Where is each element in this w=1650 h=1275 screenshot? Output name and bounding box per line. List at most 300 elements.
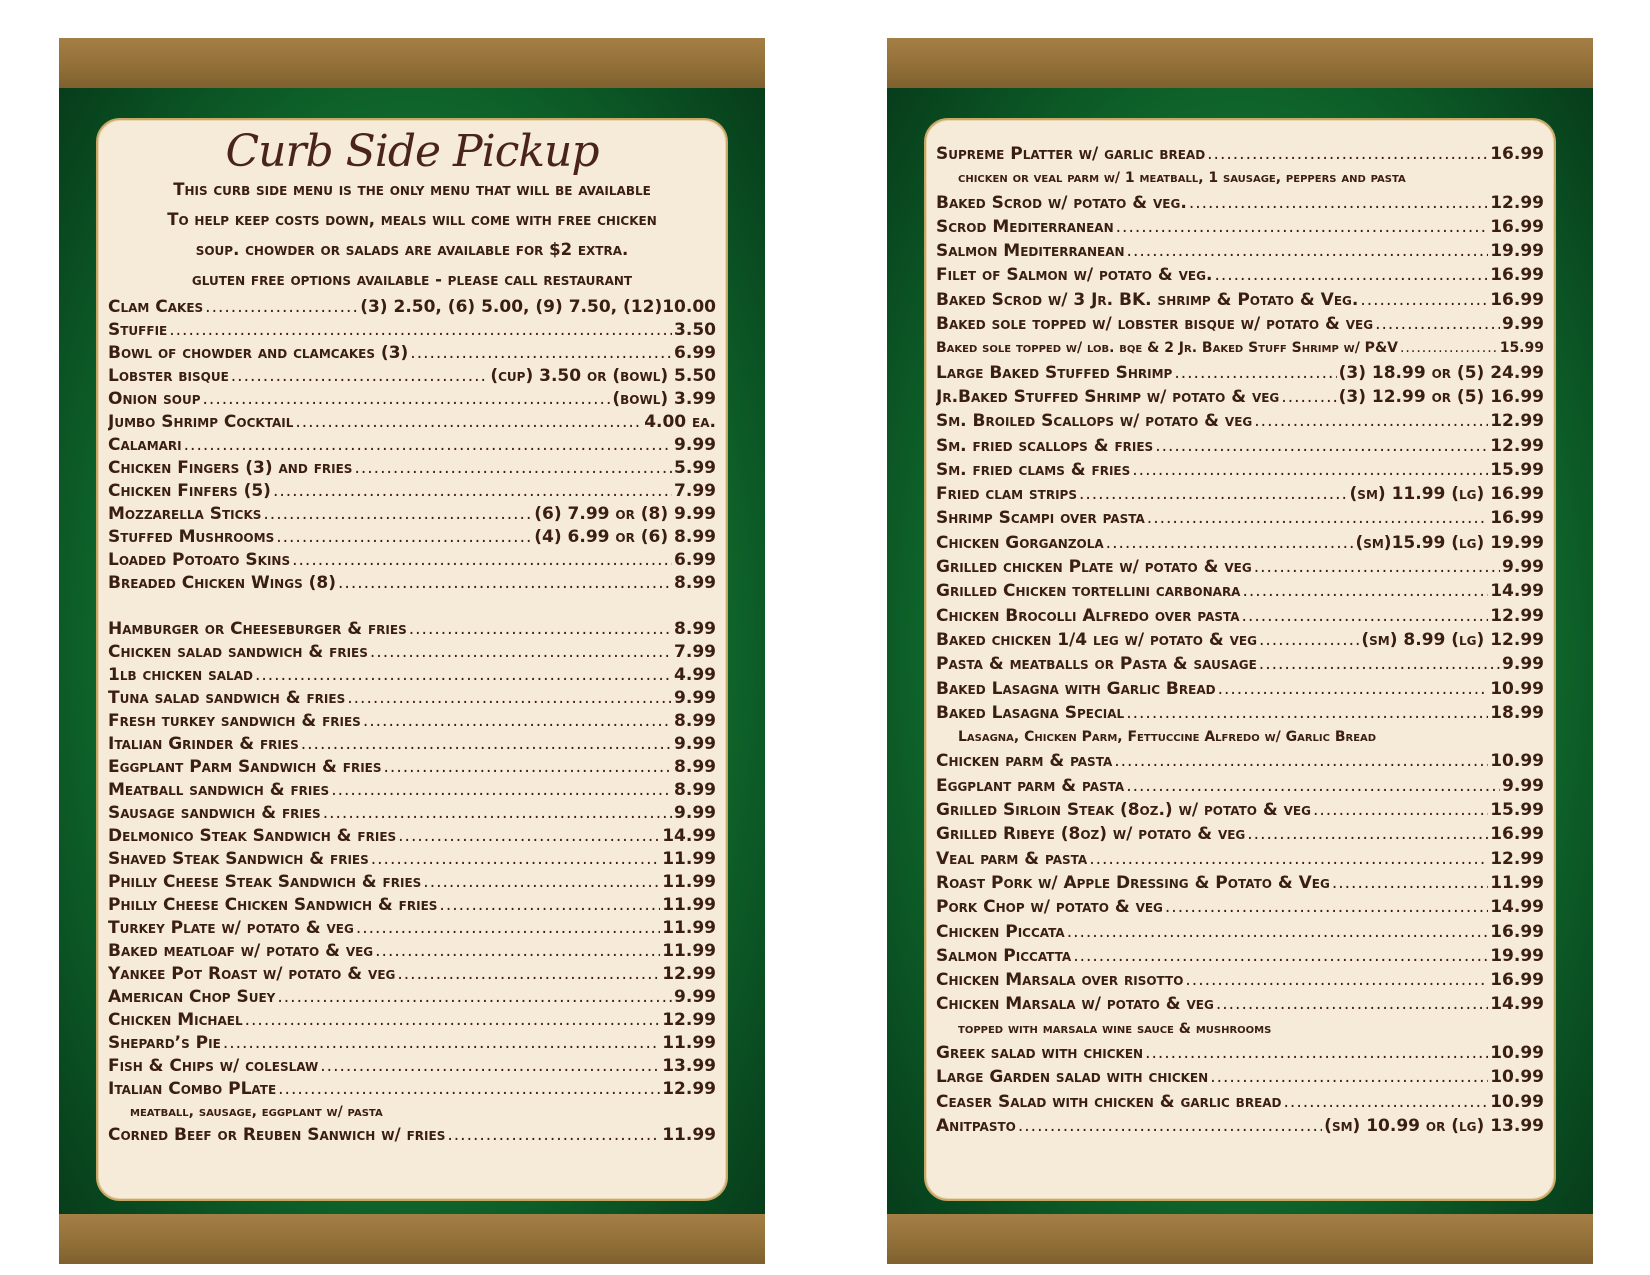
menu-item-name: Chicken Brocolli Alfredo over pasta <box>936 605 1240 626</box>
right-menu-items <box>936 142 1544 1138</box>
dot-leader <box>1281 385 1336 409</box>
menu-item <box>108 572 716 595</box>
menu-item-price: 12.99 <box>1490 192 1544 213</box>
menu-item-name: Pork Chop w/ potato & veg <box>936 897 1163 918</box>
menu-item-note <box>936 1017 1544 1041</box>
dot-leader <box>1242 579 1488 603</box>
menu-item-name: Eggplant parm & pasta <box>936 775 1125 796</box>
menu-item <box>108 1055 716 1078</box>
menu-item-note <box>936 166 1544 190</box>
note-text: topped with marsala wine sauce & mushrooms <box>958 1020 1272 1037</box>
menu-item-price: 10.99 <box>1490 1042 1544 1063</box>
menu-item-price: 12.99 <box>1490 435 1544 456</box>
menu-item-name: 1lb chicken salad <box>108 665 253 685</box>
dot-leader <box>1165 895 1488 919</box>
menu-item-name: Chicken Piccata <box>936 921 1065 942</box>
menu-item-price: 7.99 <box>674 481 716 501</box>
dot-leader <box>1360 288 1488 312</box>
menu-item-name: Tuna salad sandwich & fries <box>108 688 346 708</box>
menu-item-price: (cup) 3.50 or (bowl) 5.50 <box>490 366 716 386</box>
menu-item <box>936 312 1544 336</box>
menu-item-price: 6.99 <box>674 343 716 363</box>
menu-item <box>108 894 716 917</box>
menu-item <box>936 531 1544 555</box>
menu-item-price: 10.99 <box>1490 1091 1544 1112</box>
menu-item <box>108 710 716 733</box>
menu-item-price: 9.99 <box>1502 314 1544 335</box>
dot-leader <box>1332 871 1488 895</box>
menu-item-name: Fish & Chips w/ coleslaw <box>108 1056 319 1076</box>
dot-leader <box>375 940 660 963</box>
menu-item-price: 9.99 <box>674 435 716 455</box>
dot-leader <box>1210 1065 1488 1089</box>
dot-leader <box>169 319 672 342</box>
dot-leader <box>273 480 672 503</box>
dot-leader <box>398 825 660 848</box>
menu-item-name: Italian Combo PLate <box>108 1079 277 1099</box>
menu-item <box>108 526 716 549</box>
menu-item-name: Breaded Chicken Wings (8) <box>108 573 337 593</box>
dot-leader <box>347 687 672 710</box>
menu-item-price: 9.99 <box>674 803 716 823</box>
menu-item <box>108 733 716 756</box>
menu-item-price: 16.99 <box>1490 289 1544 310</box>
menu-item-name: Supreme Platter w/ garlic bread <box>936 144 1206 164</box>
menu-item <box>936 992 1544 1016</box>
menu-item-name: Chicken parm & pasta <box>936 751 1113 772</box>
menu-item-name: Fried clam strips <box>936 484 1077 505</box>
right-menu-panel <box>887 38 1593 1264</box>
menu-item-name: Baked Scrod w/ 3 Jr. BK. shrimp & Potato & Veg. <box>936 289 1359 310</box>
menu-item <box>108 1009 716 1032</box>
menu-item-price: 18.99 <box>1490 702 1544 723</box>
dot-leader <box>447 1124 660 1147</box>
menu-item-name: Jr.Baked Stuffed Shrimp w/ potato & veg <box>936 386 1280 407</box>
dot-leader <box>1018 1114 1322 1138</box>
dot-leader <box>363 710 672 733</box>
menu-item <box>108 779 716 802</box>
menu-item <box>108 940 716 963</box>
dot-leader <box>1073 944 1488 968</box>
menu-item <box>936 871 1544 895</box>
menu-item-name: Chicken Michael <box>108 1010 243 1030</box>
menu-item-name: Mozzarella Sticks <box>108 504 262 524</box>
menu-item-price: 12.99 <box>1490 411 1544 432</box>
menu-item-name: Chicken salad sandwich & fries <box>108 642 368 662</box>
left-menu-items <box>108 296 716 1147</box>
dot-leader <box>276 526 532 549</box>
menu-item-name: Baked Lasagna with Garlic Bread <box>936 678 1216 699</box>
menu-item <box>936 215 1544 239</box>
menu-item <box>108 618 716 641</box>
menu-item-price: 9.99 <box>674 688 716 708</box>
menu-item <box>936 920 1544 944</box>
menu-item-name: Salmon Piccatta <box>936 945 1072 966</box>
menu-item-name: Sm. Broiled Scallops w/ potato & veg <box>936 411 1253 432</box>
menu-item-price: 15.99 <box>1490 459 1544 480</box>
bottom-gold-band <box>887 1214 1593 1264</box>
dot-leader <box>371 848 660 871</box>
menu-item-price: 19.99 <box>1490 945 1544 966</box>
menu-item <box>936 263 1544 287</box>
menu-item <box>108 434 716 457</box>
menu-item-price: (sm) 11.99 (lg) 16.99 <box>1349 484 1544 505</box>
menu-item-name: Chicken Gorganzola <box>936 532 1104 553</box>
dot-leader <box>205 296 358 319</box>
dot-leader <box>1259 652 1500 676</box>
menu-item <box>936 458 1544 482</box>
dot-leader <box>1132 458 1488 482</box>
menu-item-price: 10.99 <box>1490 751 1544 772</box>
menu-item-name: Yankee Pot Roast w/ potato & veg <box>108 964 396 984</box>
menu-item-name: Pasta & meatballs or Pasta & sausage <box>936 654 1257 675</box>
menu-item-price: (3) 18.99 or (5) 24.99 <box>1338 362 1544 383</box>
menu-item-name: Chicken Marsala w/ potato & veg <box>936 994 1214 1015</box>
menu-item-price: (bowl) 3.99 <box>612 389 716 409</box>
menu-item-price: 16.99 <box>1490 921 1544 942</box>
dot-leader <box>410 342 672 365</box>
menu-item-name: Meatball sandwich & fries <box>108 780 330 800</box>
menu-item-price: (4) 6.99 or (6) 8.99 <box>534 527 716 547</box>
menu-item <box>108 342 716 365</box>
menu-item <box>936 555 1544 579</box>
note-text: Lasagna, Chicken Parm, Fettuccine Alfredo w/ Garlic Bread <box>958 729 1377 746</box>
menu-item-price: 14.99 <box>662 826 716 846</box>
menu-item <box>936 847 1544 871</box>
menu-item-name: Baked meatloaf w/ potato & veg <box>108 941 374 961</box>
menu-item <box>936 191 1544 215</box>
intro-line-1: This curb side menu is the only menu that will be available <box>173 180 651 199</box>
menu-item-price: 11.99 <box>662 895 716 915</box>
menu-item <box>108 457 716 480</box>
menu-item-name: Stuffie <box>108 320 168 340</box>
menu-item-price: 3.50 <box>674 320 716 340</box>
dot-leader <box>1079 482 1348 506</box>
menu-item-name: Chicken Marsala over risotto <box>936 970 1184 991</box>
menu-item <box>936 434 1544 458</box>
menu-item <box>936 409 1544 433</box>
menu-item-name: Large Garden salad with chicken <box>936 1067 1209 1088</box>
menu-item-price: 11.99 <box>662 849 716 869</box>
menu-item <box>936 1114 1544 1138</box>
intro-line-3: soup. chowder or salads are available for $2 extra. <box>195 240 629 259</box>
menu-item-name: Corned Beef or Reuben Sanwich w/ fries <box>108 1125 446 1145</box>
menu-item <box>936 774 1544 798</box>
menu-item-name: Italian Grinder & fries <box>108 734 299 754</box>
menu-item <box>108 1078 716 1101</box>
menu-item-name: Baked sole topped w/ lob. bqe & 2 Jr. Baked Stuff Shrimp w/ P&V <box>936 340 1398 357</box>
menu-item-price: (sm) 10.99 or (lg) 13.99 <box>1324 1115 1544 1136</box>
menu-item-name: Sm. fried scallops & fries <box>936 435 1154 456</box>
right-menu-card <box>924 118 1556 1201</box>
menu-item-name: Calamari <box>108 435 182 455</box>
menu-item <box>936 604 1544 628</box>
menu-item-price: 4.00 ea. <box>644 412 716 432</box>
menu-item-name: Roast Pork w/ Apple Dressing & Potato & Veg <box>936 872 1330 893</box>
dot-leader <box>1114 749 1488 773</box>
dot-leader <box>1189 191 1488 215</box>
menu-item-price: 16.99 <box>1490 824 1544 845</box>
menu-item-price: 8.99 <box>674 573 716 593</box>
menu-item-price: (3) 2.50, (6) 5.00, (9) 7.50, (12)10.00 <box>360 297 716 317</box>
menu-item <box>108 319 716 342</box>
dot-leader <box>356 917 660 940</box>
intro-line-4: gluten free options available - please call restaurant <box>191 270 633 289</box>
menu-item <box>936 701 1544 725</box>
menu-item-name: Hamburger or Cheeseburger & fries <box>108 619 407 639</box>
dot-leader <box>1284 1090 1489 1114</box>
dot-leader <box>370 641 672 664</box>
menu-item <box>108 549 716 572</box>
menu-item <box>108 848 716 871</box>
menu-item <box>936 822 1544 846</box>
menu-item-price: 16.99 <box>1490 970 1544 991</box>
dot-leader <box>245 1009 661 1032</box>
menu-item-name: Baked Lasagna Special <box>936 702 1125 723</box>
menu-item-name: Clam Cakes <box>108 297 204 317</box>
intro-line-2: To help keep costs down, meals will come with free chicken <box>167 210 657 229</box>
menu-item-price: 15.99 <box>1490 800 1544 821</box>
menu-item-name: American Chop Suey <box>108 987 276 1007</box>
dot-leader <box>1089 847 1488 871</box>
menu-item-price: 19.99 <box>1490 241 1544 262</box>
menu-item-price: 14.99 <box>1490 897 1544 918</box>
left-menu-card <box>96 118 728 1201</box>
menu-item-price: (6) 7.99 or (8) 9.99 <box>534 504 716 524</box>
menu-item-price: (sm)15.99 (lg) 19.99 <box>1355 532 1544 553</box>
dot-leader <box>338 572 672 595</box>
dot-leader <box>1106 531 1354 555</box>
menu-item-name: Delmonico Steak Sandwich & fries <box>108 826 397 846</box>
menu-item <box>936 579 1544 603</box>
menu-item-price: 16.99 <box>1490 265 1544 286</box>
menu-item-name: Jumbo Shrimp Cocktail <box>108 412 294 432</box>
dot-leader <box>277 986 672 1009</box>
left-menu-panel <box>59 38 765 1264</box>
menu-item <box>936 288 1544 312</box>
dot-leader <box>223 1032 660 1055</box>
dot-leader <box>1185 968 1488 992</box>
menu-item-price: 12.99 <box>1490 848 1544 869</box>
menu-item-price: 10.99 <box>1490 1067 1544 1088</box>
menu-title: Curb Side Pickup <box>225 126 599 177</box>
menu-item <box>108 986 716 1009</box>
menu-item-price: 14.99 <box>1490 581 1544 602</box>
menu-item-name: Large Baked Stuffed Shrimp <box>936 362 1173 383</box>
menu-item <box>936 1041 1544 1065</box>
menu-item-name: Grilled Sirloin Steak (8oz.) w/ potato & veg <box>936 800 1311 821</box>
menu-item-name: Grilled Chicken tortellini carbonara <box>936 581 1241 602</box>
menu-item-name: Chicken Fingers (3) and fries <box>108 458 353 478</box>
menu-item-name: Baked chicken 1/4 leg w/ potato & veg <box>936 629 1257 650</box>
dot-leader <box>301 733 672 756</box>
dot-leader <box>184 434 672 457</box>
menu-item-price: 11.99 <box>662 1033 716 1053</box>
dot-leader <box>397 963 660 986</box>
menu-item-price: 12.99 <box>662 1079 716 1099</box>
note-text: meatball, sausage, eggplant w/ pasta <box>130 1104 383 1120</box>
menu-item-name: Anitpasto <box>936 1115 1016 1136</box>
menu-item-name: Philly Cheese Steak Sandwich & fries <box>108 872 422 892</box>
dot-leader <box>1254 409 1488 433</box>
menu-item-price: 16.99 <box>1490 508 1544 529</box>
menu-item <box>936 385 1544 409</box>
dot-leader <box>1375 312 1500 336</box>
menu-item <box>936 944 1544 968</box>
menu-item <box>936 652 1544 676</box>
menu-item-name: Philly Cheese Chicken Sandwich & fries <box>108 895 438 915</box>
menu-item <box>936 749 1544 773</box>
dot-leader <box>1116 215 1489 239</box>
menu-item-name: Lobster bisque <box>108 366 229 386</box>
menu-item-price: 5.99 <box>674 458 716 478</box>
menu-item <box>108 641 716 664</box>
menu-item-name: Baked Scrod w/ potato & veg. <box>936 192 1187 213</box>
menu-item <box>108 411 716 434</box>
dot-leader <box>1207 142 1488 166</box>
menu-item-name: Eggplant Parm Sandwich & fries <box>108 757 382 777</box>
menu-item <box>108 756 716 779</box>
dot-leader <box>292 549 672 572</box>
menu-item-name: Onion soup <box>108 389 201 409</box>
menu-item <box>108 917 716 940</box>
dot-leader <box>1218 677 1489 701</box>
menu-item-name: Shepard’s Pie <box>108 1033 221 1053</box>
menu-item <box>108 480 716 503</box>
menu-item-name: Ceaser Salad with chicken & garlic bread <box>936 1091 1282 1112</box>
menu-item-price: 12.99 <box>662 1010 716 1030</box>
menu-item <box>108 365 716 388</box>
dot-leader <box>1400 336 1498 360</box>
menu-item-name: Chicken Finfers (5) <box>108 481 271 501</box>
dot-leader <box>255 664 672 687</box>
menu-item-price: 8.99 <box>674 757 716 777</box>
menu-item-name: Salmon Mediterranean <box>936 241 1125 262</box>
menu-item-price: 11.99 <box>662 918 716 938</box>
menu-item-name: Filet of Salmon w/ potato & veg. <box>936 265 1213 286</box>
top-gold-band <box>887 38 1593 88</box>
top-gold-band <box>59 38 765 88</box>
menu-item <box>936 506 1544 530</box>
menu-item-price: 8.99 <box>674 711 716 731</box>
menu-item-price: 12.99 <box>662 964 716 984</box>
dot-leader <box>1147 506 1488 530</box>
menu-item-price: 6.99 <box>674 550 716 570</box>
dot-leader <box>1247 822 1488 846</box>
menu-item-price: 11.99 <box>662 941 716 961</box>
menu-item-name: Bowl of chowder and clamcakes (3) <box>108 343 409 363</box>
dot-leader <box>331 779 672 802</box>
menu-item-price: (3) 12.99 or (5) 16.99 <box>1338 386 1544 407</box>
dot-leader <box>1174 361 1336 385</box>
menu-spacer <box>108 595 716 618</box>
menu-item <box>936 361 1544 385</box>
menu-item-name: Grilled Ribeye (8oz) w/ potato & veg <box>936 824 1246 845</box>
menu-item-price: 9.99 <box>674 734 716 754</box>
menu-item <box>108 802 716 825</box>
dot-leader <box>1145 1041 1488 1065</box>
menu-item <box>936 239 1544 263</box>
dot-leader <box>409 618 672 641</box>
menu-item <box>936 895 1544 919</box>
menu-item <box>936 677 1544 701</box>
dot-leader <box>1155 434 1488 458</box>
menu-item-price: 11.99 <box>662 872 716 892</box>
menu-item-price: 9.99 <box>1502 775 1544 796</box>
dot-leader <box>439 894 660 917</box>
menu-item-price: 7.99 <box>674 642 716 662</box>
dot-leader <box>323 802 672 825</box>
menu-item-price: 9.99 <box>1502 654 1544 675</box>
dot-leader <box>1126 701 1488 725</box>
dot-leader <box>263 503 532 526</box>
dot-leader <box>203 388 611 411</box>
menu-item-name: Stuffed Mushrooms <box>108 527 275 547</box>
menu-item <box>108 963 716 986</box>
menu-item-price: 16.99 <box>1490 144 1544 164</box>
menu-item <box>936 798 1544 822</box>
dot-leader <box>1242 604 1489 628</box>
menu-item <box>108 687 716 710</box>
dot-leader <box>384 756 673 779</box>
menu-item <box>936 628 1544 652</box>
dot-leader <box>1254 555 1500 579</box>
menu-item <box>108 503 716 526</box>
dot-leader <box>278 1078 660 1101</box>
dot-leader <box>320 1055 660 1078</box>
menu-item <box>936 968 1544 992</box>
menu-item-price: 13.99 <box>662 1056 716 1076</box>
menu-item-price: 14.99 <box>1490 994 1544 1015</box>
dot-leader <box>295 411 642 434</box>
menu-item-price: 10.99 <box>1490 678 1544 699</box>
dot-leader <box>1313 798 1488 822</box>
menu-item-price: 11.99 <box>662 1125 716 1145</box>
dot-leader <box>423 871 660 894</box>
menu-item-price: 8.99 <box>674 780 716 800</box>
menu-item-name: Greek salad with chicken <box>936 1042 1144 1063</box>
menu-item-price: 9.99 <box>674 987 716 1007</box>
bottom-gold-band <box>59 1214 765 1264</box>
menu-item-note <box>936 725 1544 749</box>
dot-leader <box>231 365 489 388</box>
note-text: chicken or veal parm w/ 1 meatball, 1 sausage, peppers and pasta <box>958 170 1406 187</box>
menu-item-name: Sausage sandwich & fries <box>108 803 321 823</box>
menu-item-price: 15.99 <box>1499 340 1544 357</box>
dot-leader <box>1214 263 1488 287</box>
menu-item-price: 12.99 <box>1490 605 1544 626</box>
menu-item-name: Sm. fried clams & fries <box>936 459 1131 480</box>
menu-item <box>108 825 716 848</box>
menu-item-price: 4.99 <box>674 665 716 685</box>
menu-item-name: Scrod Mediterranean <box>936 216 1114 237</box>
menu-item <box>936 142 1544 166</box>
menu-item <box>936 1065 1544 1089</box>
menu-item-price: 8.99 <box>674 619 716 639</box>
menu-item <box>108 1124 716 1147</box>
menu-item-name: Veal parm & pasta <box>936 848 1088 869</box>
menu-item-name: Shaved Steak Sandwich & fries <box>108 849 369 869</box>
menu-item-name: Shrimp Scampi over pasta <box>936 508 1145 529</box>
menu-item <box>936 1090 1544 1114</box>
menu-item-name: Baked sole topped w/ lobster bisque w/ potato & veg <box>936 314 1374 335</box>
menu-item-price: 11.99 <box>1490 872 1544 893</box>
menu-item-price: (sm) 8.99 (lg) 12.99 <box>1361 629 1544 650</box>
dot-leader <box>1126 774 1500 798</box>
menu-item-name: Fresh turkey sandwich & fries <box>108 711 361 731</box>
menu-item <box>108 388 716 411</box>
dot-leader <box>1127 239 1489 263</box>
